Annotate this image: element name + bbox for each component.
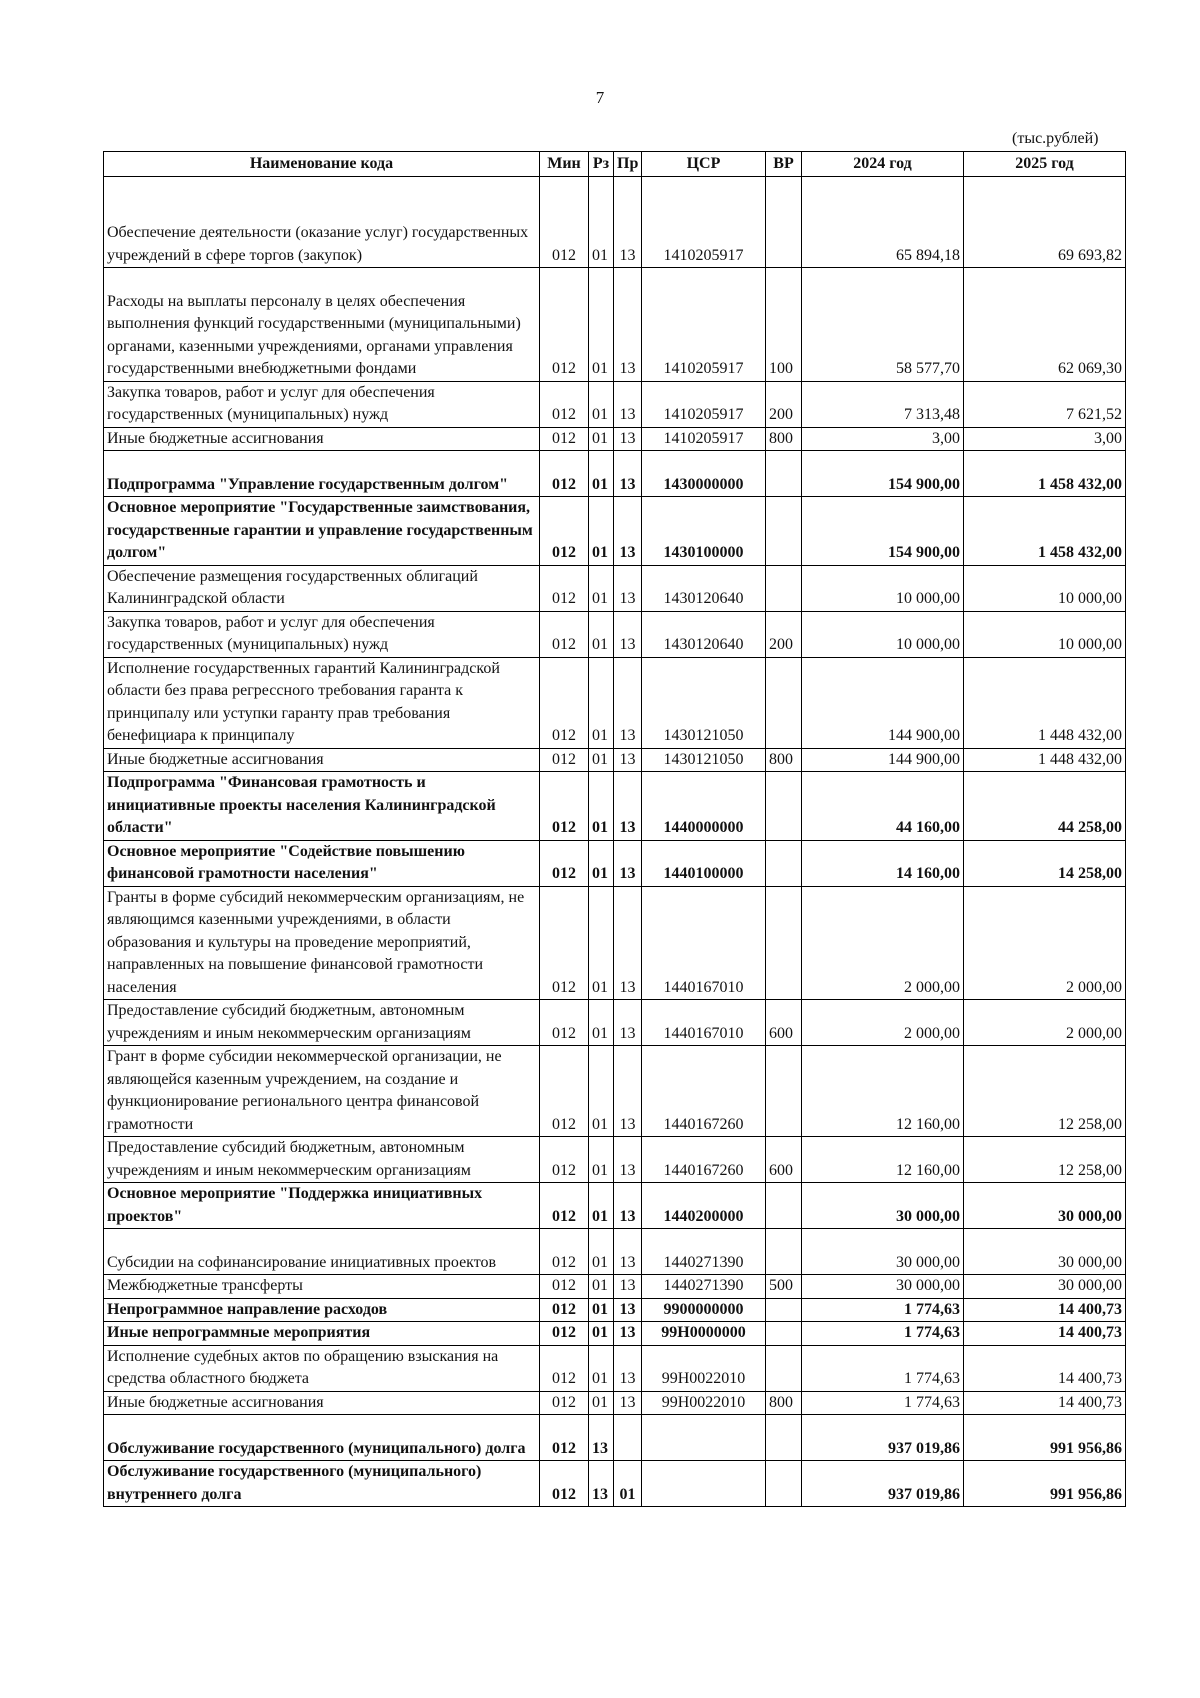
target-article-cell [642,1415,766,1461]
amount-2024-cell: 2 000,00 [802,886,964,1000]
amount-2024-cell: 7 313,48 [802,381,964,427]
amount-2024-cell: 937 019,86 [802,1415,964,1461]
table-row [104,565,1126,611]
table-row [104,1298,1126,1322]
target-article-cell: 1430100000 [642,497,766,566]
section-cell: 01 [589,1000,614,1046]
ministry-cell: 012 [540,1229,589,1275]
section-cell: 01 [589,1229,614,1275]
amount-2025-cell: 12 258,00 [964,1046,1126,1137]
expense-type-cell: 100 [766,268,802,382]
subsection-cell: 13 [614,1298,642,1322]
amount-2024-cell: 14 160,00 [802,840,964,886]
ministry-cell: 012 [540,1461,589,1507]
section-cell: 01 [589,611,614,657]
amount-2025-cell: 30 000,00 [964,1183,1126,1229]
subsection-cell: 13 [614,1183,642,1229]
ministry-cell: 012 [540,611,589,657]
section-cell: 01 [589,1322,614,1346]
subsection-cell [614,1415,642,1461]
table-row [104,772,1126,841]
amount-2025-cell: 30 000,00 [964,1275,1126,1299]
amount-2024-cell: 1 774,63 [802,1391,964,1415]
section-cell: 01 [589,1046,614,1137]
expense-type-cell [766,497,802,566]
target-article-cell: 1430121050 [642,657,766,748]
amount-2024-cell: 144 900,00 [802,748,964,772]
subsection-cell: 13 [614,1275,642,1299]
code-name-cell: Субсидии на софинансирование инициативных проектов [104,1229,540,1275]
code-name-cell: Закупка товаров, работ и услуг для обеспечения государственных (муниципальных) нужд [104,611,540,657]
amount-2024-cell: 12 160,00 [802,1137,964,1183]
ministry-cell: 012 [540,1183,589,1229]
subsection-cell: 13 [614,1322,642,1346]
table-row [104,1322,1126,1346]
expense-type-cell [766,1298,802,1322]
column-header: ЦСР [642,152,766,177]
ministry-cell: 012 [540,748,589,772]
table-row [104,427,1126,451]
target-article-cell: 1410205917 [642,268,766,382]
subsection-cell: 13 [614,886,642,1000]
expense-type-cell: 800 [766,427,802,451]
amount-2024-cell: 10 000,00 [802,611,964,657]
expense-type-cell: 600 [766,1000,802,1046]
subsection-cell: 13 [614,1229,642,1275]
subsection-cell: 13 [614,611,642,657]
ministry-cell: 012 [540,381,589,427]
ministry-cell: 012 [540,177,589,268]
expense-type-cell [766,1415,802,1461]
column-header: Мин [540,152,589,177]
expense-type-cell [766,1229,802,1275]
amount-2025-cell: 14 400,73 [964,1322,1126,1346]
amount-2025-cell: 991 956,86 [964,1415,1126,1461]
target-article-cell: 1430121050 [642,748,766,772]
amount-2025-cell: 12 258,00 [964,1137,1126,1183]
table-row [104,1345,1126,1391]
section-cell: 13 [589,1461,614,1507]
subsection-cell: 13 [614,1046,642,1137]
units-note: (тыс.рублей) [1012,130,1099,147]
amount-2024-cell: 1 774,63 [802,1298,964,1322]
amount-2025-cell: 991 956,86 [964,1461,1126,1507]
target-article-cell: 1440271390 [642,1275,766,1299]
target-article-cell: 1410205917 [642,177,766,268]
target-article-cell: 1430120640 [642,565,766,611]
subsection-cell: 01 [614,1461,642,1507]
target-article-cell: 1440200000 [642,1183,766,1229]
code-name-cell: Иные бюджетные ассигнования [104,1391,540,1415]
ministry-cell: 012 [540,840,589,886]
expense-type-cell: 800 [766,1391,802,1415]
section-cell: 01 [589,1391,614,1415]
target-article-cell: 1410205917 [642,427,766,451]
ministry-cell: 012 [540,657,589,748]
column-header: Пр [614,152,642,177]
amount-2025-cell: 1 458 432,00 [964,451,1126,497]
code-name-cell: Грант в форме субсидии некоммерческой организации, не являющейся казенным учреждением, на создание и функционирование регионального центра финансовой грамотности [104,1046,540,1137]
expense-type-cell: 500 [766,1275,802,1299]
amount-2024-cell: 1 774,63 [802,1345,964,1391]
section-cell: 01 [589,772,614,841]
amount-2025-cell: 3,00 [964,427,1126,451]
target-article-cell: 1440000000 [642,772,766,841]
amount-2024-cell: 937 019,86 [802,1461,964,1507]
table-row [104,177,1126,268]
section-cell: 01 [589,886,614,1000]
amount-2024-cell: 3,00 [802,427,964,451]
table-row [104,748,1126,772]
code-name-cell: Основное мероприятие "Поддержка инициативных проектов" [104,1183,540,1229]
table-row [104,1391,1126,1415]
subsection-cell: 13 [614,565,642,611]
column-header: Рз [589,152,614,177]
amount-2025-cell: 1 448 432,00 [964,657,1126,748]
expense-type-cell [766,840,802,886]
amount-2025-cell: 62 069,30 [964,268,1126,382]
ministry-cell: 012 [540,1046,589,1137]
table-body [104,177,1126,1507]
ministry-cell: 012 [540,1275,589,1299]
amount-2024-cell: 2 000,00 [802,1000,964,1046]
expense-type-cell [766,1461,802,1507]
code-name-cell: Гранты в форме субсидий некоммерческим организациям, не являющимся казенными учреждениями, в области образования и культуры на проведение мероприятий, направленных на повышение финансовой грамотности населения [104,886,540,1000]
amount-2024-cell: 65 894,18 [802,177,964,268]
ministry-cell: 012 [540,1345,589,1391]
amount-2025-cell: 7 621,52 [964,381,1126,427]
table-row [104,1415,1126,1461]
amount-2025-cell: 1 448 432,00 [964,748,1126,772]
subsection-cell: 13 [614,840,642,886]
expense-type-cell [766,1345,802,1391]
table-row [104,1000,1126,1046]
target-article-cell: 99Н0022010 [642,1391,766,1415]
code-name-cell: Иные бюджетные ассигнования [104,748,540,772]
section-cell: 01 [589,451,614,497]
table-row [104,497,1126,566]
amount-2025-cell: 44 258,00 [964,772,1126,841]
target-article-cell: 99Н0022010 [642,1345,766,1391]
budget-table [103,151,1126,1507]
ministry-cell: 012 [540,1391,589,1415]
target-article-cell: 1440167010 [642,1000,766,1046]
subsection-cell: 13 [614,497,642,566]
table-row [104,886,1126,1000]
code-name-cell: Предоставление субсидий бюджетным, автономным учреждениям и иным некоммерческим организациям [104,1137,540,1183]
column-header: 2024 год [802,152,964,177]
code-name-cell: Основное мероприятие "Содействие повышению финансовой грамотности населения" [104,840,540,886]
expense-type-cell: 200 [766,611,802,657]
ministry-cell: 012 [540,1322,589,1346]
subsection-cell: 13 [614,177,642,268]
expense-type-cell: 800 [766,748,802,772]
code-name-cell: Непрограммное направление расходов [104,1298,540,1322]
section-cell: 01 [589,840,614,886]
column-header: 2025 год [964,152,1126,177]
code-name-cell: Исполнение судебных актов по обращению взыскания на средства областного бюджета [104,1345,540,1391]
code-name-cell: Межбюджетные трансферты [104,1275,540,1299]
ministry-cell: 012 [540,1137,589,1183]
ministry-cell: 012 [540,268,589,382]
table-row [104,1229,1126,1275]
code-name-cell: Основное мероприятие "Государственные заимствования, государственные гарантии и управление государственным долгом" [104,497,540,566]
code-name-cell: Исполнение государственных гарантий Калининградской области без права регрессного требования гаранта к принципалу или уступки гаранту прав требования бенефициара к принципалу [104,657,540,748]
ministry-cell: 012 [540,1000,589,1046]
target-article-cell: 9900000000 [642,1298,766,1322]
expense-type-cell [766,886,802,1000]
column-header: ВР [766,152,802,177]
code-name-cell: Иные бюджетные ассигнования [104,427,540,451]
subsection-cell: 13 [614,1137,642,1183]
amount-2025-cell: 14 258,00 [964,840,1126,886]
column-header: Наименование кода [104,152,540,177]
table-row [104,1275,1126,1299]
section-cell: 01 [589,177,614,268]
page-number: 7 [595,88,605,107]
code-name-cell: Обеспечение деятельности (оказание услуг) государственных учреждений в сфере торгов (закупок) [104,177,540,268]
table-row [104,451,1126,497]
target-article-cell: 1440100000 [642,840,766,886]
code-name-cell: Расходы на выплаты персоналу в целях обеспечения выполнения функций государственными (муниципальными) органами, казенными учреждениями, органами управления государственными внебюджетными фондами [104,268,540,382]
ministry-cell: 012 [540,772,589,841]
section-cell: 01 [589,268,614,382]
expense-type-cell [766,772,802,841]
expense-type-cell [766,451,802,497]
section-cell: 01 [589,1275,614,1299]
section-cell: 01 [589,657,614,748]
code-name-cell: Иные непрограммные мероприятия [104,1322,540,1346]
section-cell: 01 [589,1298,614,1322]
subsection-cell: 13 [614,1000,642,1046]
section-cell: 13 [589,1415,614,1461]
section-cell: 01 [589,748,614,772]
table-header-row [104,152,1126,177]
table-row [104,1183,1126,1229]
amount-2025-cell: 14 400,73 [964,1391,1126,1415]
amount-2024-cell: 10 000,00 [802,565,964,611]
table-row [104,381,1126,427]
expense-type-cell [766,1183,802,1229]
amount-2024-cell: 154 900,00 [802,497,964,566]
table-row [104,611,1126,657]
amount-2024-cell: 58 577,70 [802,268,964,382]
subsection-cell: 13 [614,1345,642,1391]
code-name-cell: Подпрограмма "Финансовая грамотность и инициативные проекты населения Калининградской области" [104,772,540,841]
subsection-cell: 13 [614,748,642,772]
amount-2024-cell: 30 000,00 [802,1183,964,1229]
subsection-cell: 13 [614,772,642,841]
amount-2025-cell: 14 400,73 [964,1298,1126,1322]
expense-type-cell [766,1322,802,1346]
expense-type-cell [766,177,802,268]
code-name-cell: Обслуживание государственного (муниципального) внутреннего долга [104,1461,540,1507]
amount-2025-cell: 69 693,82 [964,177,1126,268]
amount-2024-cell: 1 774,63 [802,1322,964,1346]
amount-2025-cell: 14 400,73 [964,1345,1126,1391]
subsection-cell: 13 [614,657,642,748]
section-cell: 01 [589,1345,614,1391]
amount-2025-cell: 10 000,00 [964,565,1126,611]
amount-2024-cell: 30 000,00 [802,1229,964,1275]
table-row [104,1137,1126,1183]
target-article-cell [642,1461,766,1507]
amount-2025-cell: 2 000,00 [964,1000,1126,1046]
amount-2024-cell: 12 160,00 [802,1046,964,1137]
section-cell: 01 [589,497,614,566]
code-name-cell: Закупка товаров, работ и услуг для обеспечения государственных (муниципальных) нужд [104,381,540,427]
code-name-cell: Обеспечение размещения государственных облигаций Калининградской области [104,565,540,611]
section-cell: 01 [589,381,614,427]
section-cell: 01 [589,565,614,611]
amount-2025-cell: 2 000,00 [964,886,1126,1000]
target-article-cell: 1440167010 [642,886,766,1000]
expense-type-cell [766,657,802,748]
subsection-cell: 13 [614,451,642,497]
subsection-cell: 13 [614,427,642,451]
target-article-cell: 1440271390 [642,1229,766,1275]
amount-2024-cell: 144 900,00 [802,657,964,748]
ministry-cell: 012 [540,565,589,611]
expense-type-cell: 600 [766,1137,802,1183]
ministry-cell: 012 [540,497,589,566]
table-row [104,657,1126,748]
code-name-cell: Подпрограмма "Управление государственным долгом" [104,451,540,497]
table-row [104,840,1126,886]
ministry-cell: 012 [540,451,589,497]
expense-type-cell [766,565,802,611]
amount-2025-cell: 30 000,00 [964,1229,1126,1275]
amount-2024-cell: 154 900,00 [802,451,964,497]
target-article-cell: 1430000000 [642,451,766,497]
subsection-cell: 13 [614,268,642,382]
table-row [104,268,1126,382]
code-name-cell: Обслуживание государственного (муниципального) долга [104,1415,540,1461]
expense-type-cell [766,1046,802,1137]
ministry-cell: 012 [540,886,589,1000]
target-article-cell: 1430120640 [642,611,766,657]
target-article-cell: 1410205917 [642,381,766,427]
target-article-cell: 1440167260 [642,1137,766,1183]
amount-2025-cell: 10 000,00 [964,611,1126,657]
table-row [104,1046,1126,1137]
target-article-cell: 1440167260 [642,1046,766,1137]
target-article-cell: 99Н0000000 [642,1322,766,1346]
section-cell: 01 [589,1137,614,1183]
amount-2024-cell: 30 000,00 [802,1275,964,1299]
section-cell: 01 [589,1183,614,1229]
subsection-cell: 13 [614,1391,642,1415]
ministry-cell: 012 [540,427,589,451]
ministry-cell: 012 [540,1298,589,1322]
section-cell: 01 [589,427,614,451]
amount-2024-cell: 44 160,00 [802,772,964,841]
table-row [104,1461,1126,1507]
code-name-cell: Предоставление субсидий бюджетным, автономным учреждениям и иным некоммерческим организациям [104,1000,540,1046]
ministry-cell: 012 [540,1415,589,1461]
subsection-cell: 13 [614,381,642,427]
amount-2025-cell: 1 458 432,00 [964,497,1126,566]
expense-type-cell: 200 [766,381,802,427]
